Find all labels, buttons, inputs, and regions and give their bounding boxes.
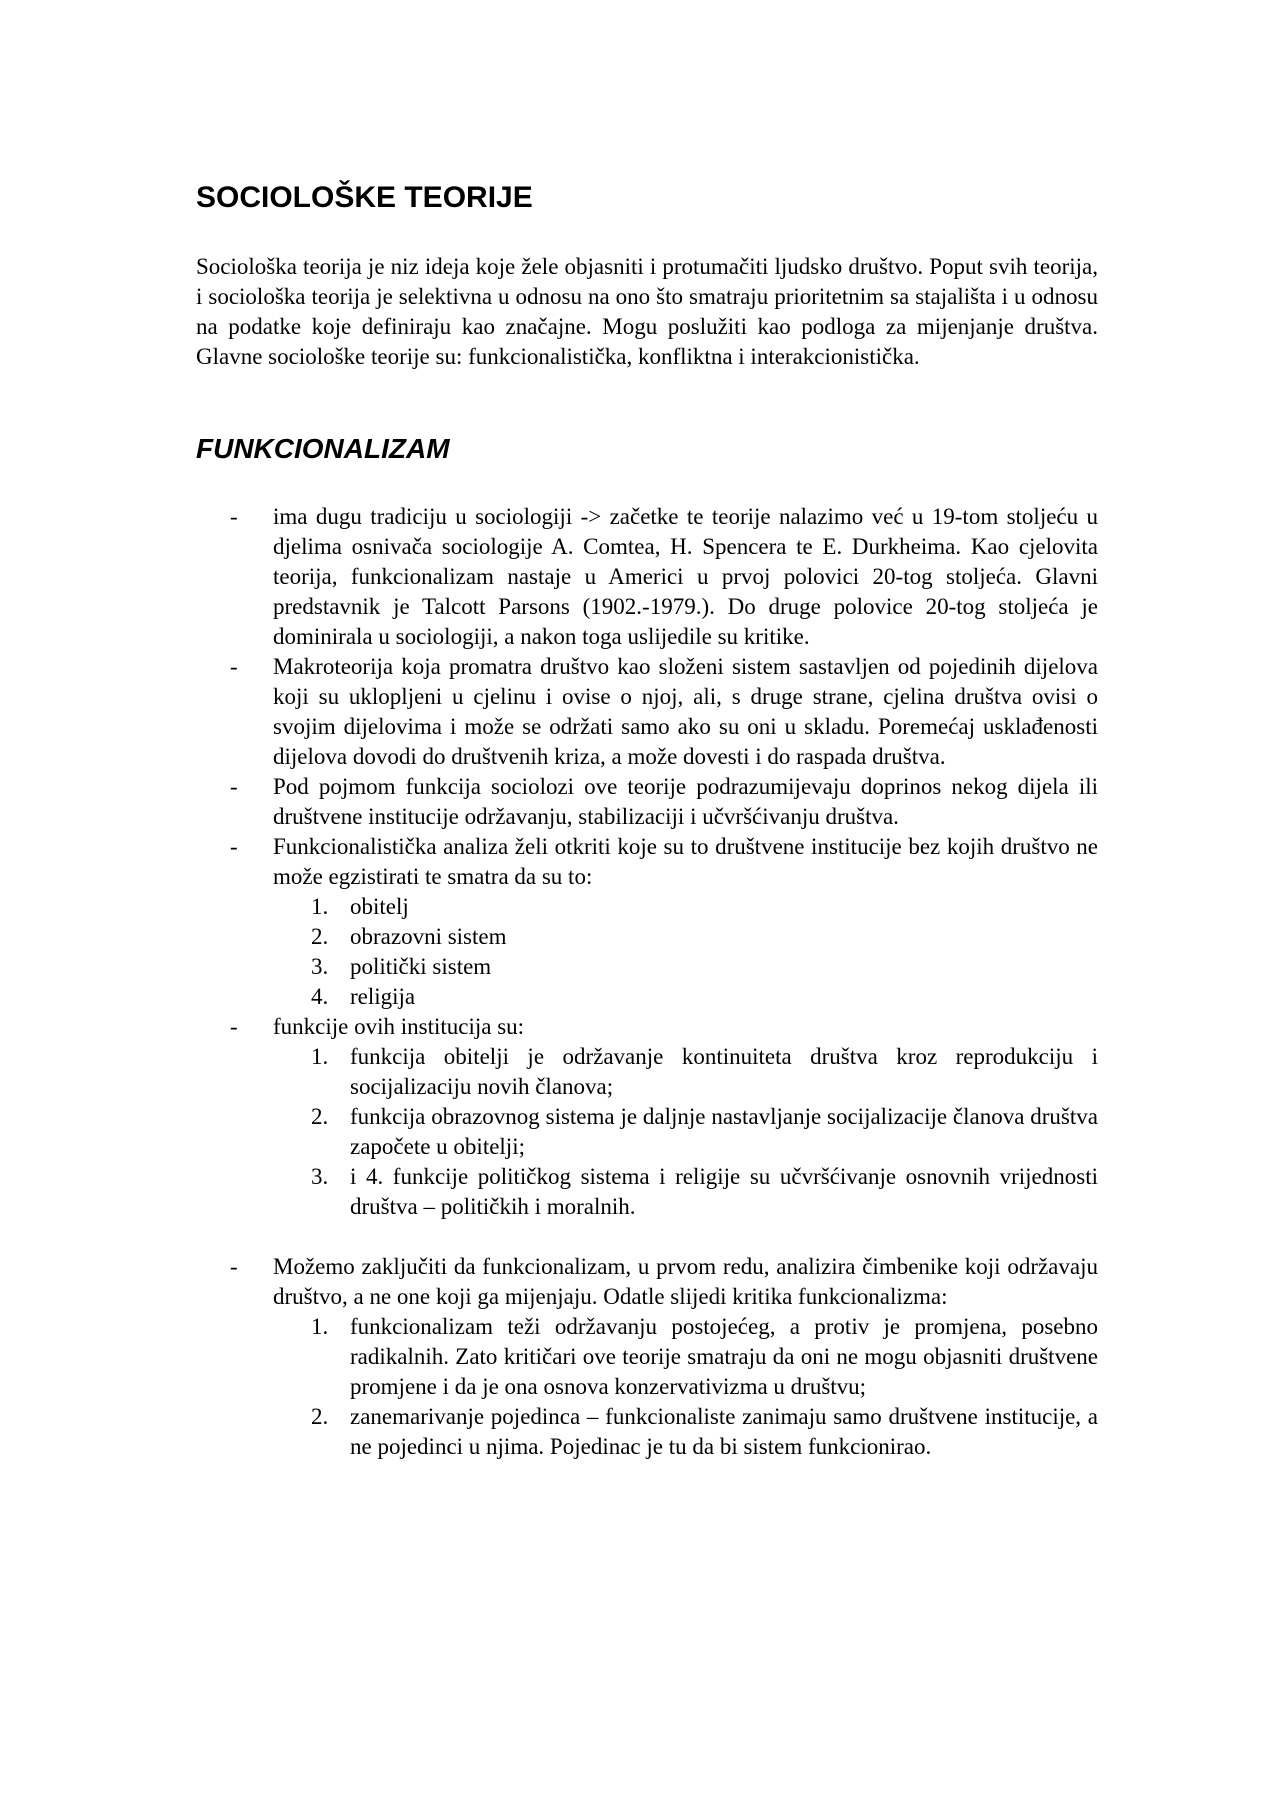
list-item-text: ima dugu tradiciju u sociologiji -> začetke te teorije nalazimo već u 19-tom stoljeću u djelima osnivača sociologije A. Comtea, H. Spencera te E. Durkheima. Kao cjelovita teorija, funkcionalizam nastaje u Americi u prvoj polovici 20-tog stoljeća. Glavni predstavnik je Talcott Parsons (1902.-1979.). Do druge polovice 20-tog stoljeća je dominirala u sociologiji, a nakon toga uslijedile su kritike.	[273, 503, 1098, 649]
numbered-item-text: zanemarivanje pojedinca – funkcionaliste zanimaju samo društvene institucije, a ne pojedinci u njima. Pojedinac je tu da bi sistem funkcionirao.	[350, 1403, 1098, 1459]
page-title: SOCIOLOŠKE TEORIJE	[196, 181, 533, 214]
section-title: FUNKCIONALIZAM	[196, 433, 450, 464]
list-item	[196, 832, 1098, 1012]
numbered-item-text: religija	[350, 983, 416, 1009]
bullet-list	[196, 502, 1098, 1462]
item-number: 3.	[311, 953, 329, 979]
numbered-item-text: funkcionalizam teži održavanju postojećeg, a protiv je promjena, posebno radikalnih. Zato kritičari ove teorije smatraju da oni ne mogu objasniti društvene promjene i da je ona osnova konzervativizma u društvu;	[350, 1313, 1098, 1399]
numbered-item-text: funkcija obitelji je održavanje kontinuiteta društva kroz reprodukciju i socijalizaciju novih članova;	[350, 1043, 1098, 1099]
list-item-text: Pod pojmom funkcija sociolozi ove teorije podrazumijevaju doprinos nekog dijela ili društvene institucije održavanju, stabilizaciji i učvršćivanju društva.	[273, 773, 1098, 829]
list-item-text: funkcije ovih institucija su:	[273, 1013, 525, 1039]
list-item	[196, 772, 1098, 832]
numbered-list	[273, 1312, 1098, 1462]
list-item	[196, 652, 1098, 772]
numbered-item	[273, 1042, 1098, 1102]
list-item-text: Makroteorija koja promatra društvo kao složeni sistem sastavljen od pojedinih dijelova koji su uklopljeni u cjelinu i ovise o njoj, ali, s druge strane, cjelina društva ovisi o svojim dijelovima i može se održati samo ako su oni u skladu. Poremećaj usklađenosti dijelova dovodi do društvenih kriza, a može dovesti i do raspada društva.	[273, 653, 1098, 769]
numbered-item-text: i 4. funkcije političkog sistema i religije su učvršćivanje osnovnih vrijednosti društva – političkih i moralnih.	[350, 1163, 1098, 1219]
list-item-text: Funkcionalistička analiza želi otkriti koje su to društvene institucije bez kojih društvo ne može egzistirati te smatra da su to:	[273, 833, 1098, 889]
dash-marker: -	[230, 653, 238, 679]
dash-marker: -	[230, 503, 238, 529]
numbered-item	[273, 892, 1098, 922]
item-number: 1.	[311, 1313, 329, 1339]
item-number: 3.	[311, 1163, 329, 1189]
intro-paragraph: Sociološka teorija je niz ideja koje žele objasniti i protumačiti ljudsko društvo. Poput svih teorija, i sociološka teorija je selektivna u odnosu na ono što smatraju prioritetnim sa stajališta i u odnosu na podatke koje definiraju kao značajne. Mogu poslužiti kao podloga za mijenjanje društva. Glavne sociološke teorije su: funkcionalistička, konfliktna i interakcionistička.	[196, 254, 1098, 369]
numbered-item	[273, 982, 1098, 1012]
numbered-list	[273, 1042, 1098, 1222]
list-item	[196, 1012, 1098, 1222]
numbered-item	[273, 1312, 1098, 1402]
list-item	[196, 502, 1098, 652]
item-number: 2.	[311, 923, 329, 949]
numbered-item-text: obitelj	[350, 893, 409, 919]
list-item	[196, 1252, 1098, 1462]
item-number: 2.	[311, 1403, 329, 1429]
numbered-item	[273, 1102, 1098, 1162]
numbered-item-text: funkcija obrazovnog sistema je daljnje nastavljanje socijalizacije članova društva započete u obitelji;	[350, 1103, 1098, 1159]
numbered-item	[273, 1162, 1098, 1222]
numbered-list	[273, 892, 1098, 1012]
document-content	[196, 180, 1098, 1462]
item-number: 2.	[311, 1103, 329, 1129]
dash-marker: -	[230, 773, 238, 799]
numbered-item-text: politički sistem	[350, 953, 492, 979]
dash-marker: -	[230, 1013, 238, 1039]
item-number: 1.	[311, 893, 329, 919]
numbered-item	[273, 1402, 1098, 1462]
numbered-item-text: obrazovni sistem	[350, 923, 507, 949]
dash-marker: -	[230, 833, 238, 859]
list-item-text: Možemo zaključiti da funkcionalizam, u prvom redu, analizira čimbenike koji održavaju društvo, a ne one koji ga mijenjaju. Odatle slijedi kritika funkcionalizma:	[273, 1253, 1098, 1309]
item-number: 4.	[311, 983, 329, 1009]
item-number: 1.	[311, 1043, 329, 1069]
numbered-item	[273, 952, 1098, 982]
dash-marker: -	[230, 1253, 238, 1279]
numbered-item	[273, 922, 1098, 952]
